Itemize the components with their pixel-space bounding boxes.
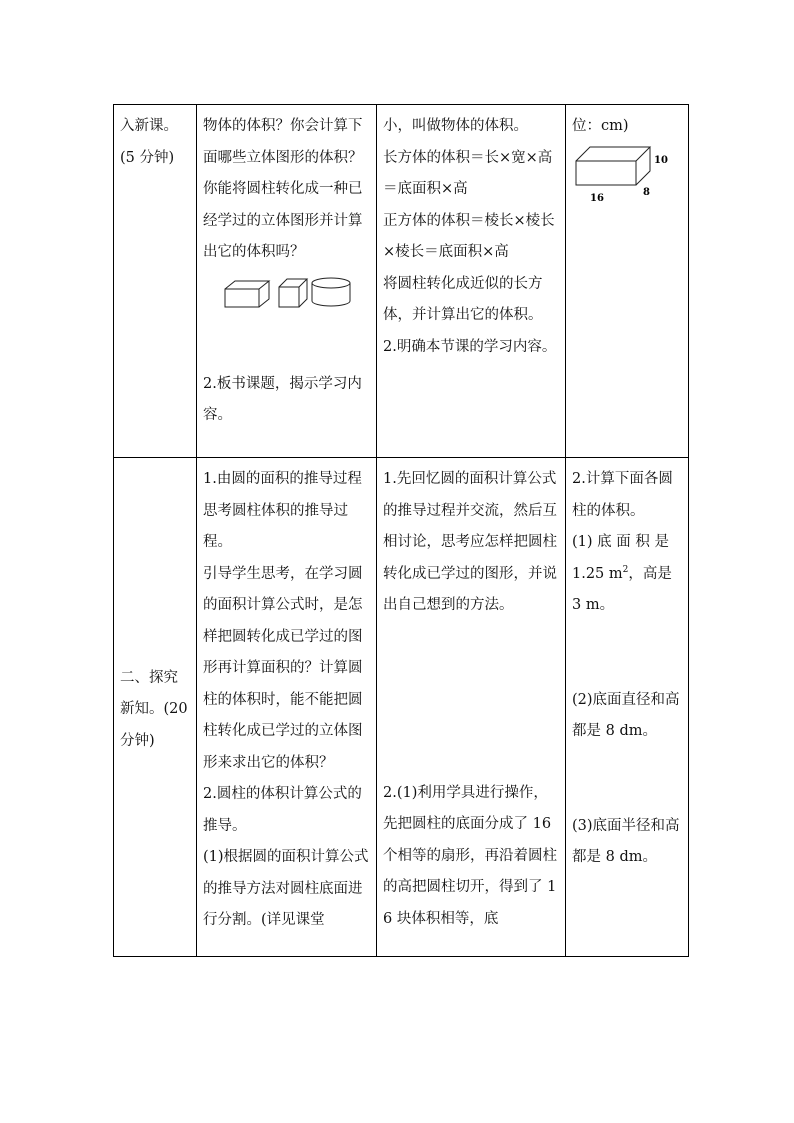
exercise-item-1-tail: ，高是 3 m。 (572, 565, 672, 613)
cylinder-shape (312, 278, 350, 288)
student-line-1: 小，叫做物体的体积。 (383, 118, 528, 134)
cuboid-shape (225, 289, 259, 307)
teacher-activity-cell (197, 458, 377, 957)
exercise-cell (566, 105, 689, 458)
student-line-2: 长方体的体积＝长×宽×高＝底面积×高 (383, 149, 553, 197)
stage-cell (114, 105, 197, 458)
teacher-para-4: (1)根据圆的面积计算公式的推导方法对圆柱底面进行分割。(详见课堂 (203, 849, 369, 928)
exercise-cell (566, 458, 689, 957)
teacher-activity-cell (197, 105, 377, 458)
dimension-length: 16 (590, 192, 604, 204)
table-row (114, 105, 689, 458)
exercise-item-1-text: (1) 底 面 积 是 1.25 m (572, 534, 669, 582)
student-line-5: 2.明确本节课的学习内容。 (383, 338, 557, 355)
table-row (114, 458, 689, 957)
exercise-item-2: (2)底面直径和高都是 8 dm。 (572, 691, 680, 739)
stage-label: 二、探究新知。(20 分钟) (120, 669, 188, 749)
student-activity-cell (377, 105, 566, 458)
exercise-item-3: (3)底面半径和高都是 8 dm。 (572, 817, 680, 865)
exercise-title: 2.计算下面各圆柱的体积。 (572, 471, 673, 519)
student-para-1: 1.先回忆圆的面积计算公式的推导过程并交流，然后互相讨论，思考应怎样把圆柱转化成已学过的图形，并说出自己想到的方法。 (383, 471, 557, 613)
solid-shapes-figure (203, 273, 353, 321)
student-line-4: 将圆柱转化成近似的长方体，并计算出它的体积。 (383, 275, 543, 323)
student-line-3: 正方体的体积＝棱长×棱长×棱长＝底面积×高 (383, 212, 555, 260)
student-activity-cell (377, 458, 566, 957)
teacher-para-1: 1.由圆的面积的推导过程思考圆柱体积的推导过程。 (203, 471, 362, 550)
student-para-2: 2.(1)利用学具进行操作，先把圆柱的底面分成了 16 个相等的扇形，再沿着圆柱的高把圆柱切开，得到了 16 块体积相等，底 (383, 784, 557, 927)
dimension-height: 10 (654, 154, 668, 166)
dimension-width: 8 (643, 186, 650, 198)
lesson-plan-table (113, 104, 689, 957)
exercise-item-1-exponent: 2 (622, 564, 629, 575)
teacher-item-2: 2.板书课题，揭示学习内容。 (203, 375, 362, 423)
stage-cell (114, 458, 197, 957)
cuboid-dimension-figure (572, 145, 672, 207)
teacher-text: 物体的体积？你会计算下面哪些立体图形的体积？你能将圆柱转化成一种已经学过的立体图形并计算出它的体积吗？ (203, 118, 363, 260)
exercise-item-1 (572, 527, 682, 622)
teacher-para-3: 2.圆柱的体积计算公式的推导。 (203, 786, 362, 834)
exercise-unit-text: 位：cm) (572, 118, 629, 134)
cube-shape (279, 287, 299, 307)
teacher-para-2: 引导学生思考，在学习圆的面积计算公式时，是怎样把圆转化成已学过的图形再计算面积的？计算圆柱的体积时，能不能把圆柱转化成已学过的立体图形来求出它的体积？ (203, 565, 363, 771)
stage-label: 入新课。(5 分钟) (120, 118, 178, 166)
